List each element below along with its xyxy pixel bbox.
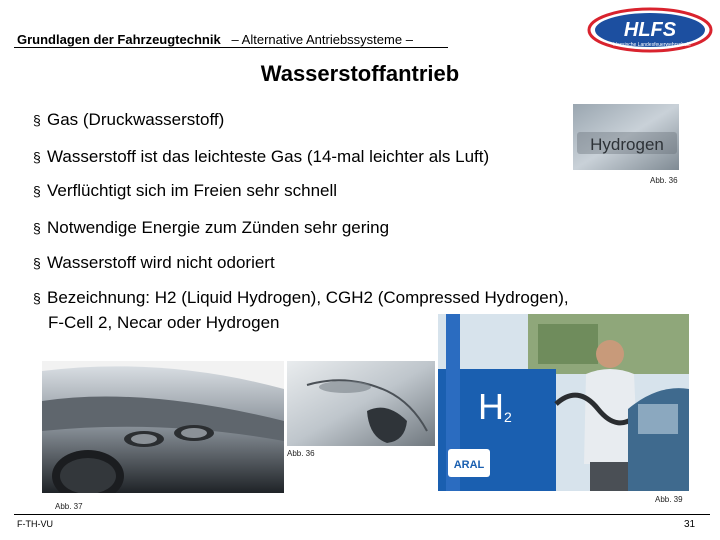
footer-label: F-TH-VU [17, 519, 53, 529]
car-exhaust-photo [42, 361, 284, 493]
bullet-text: Wasserstoff wird nicht odoriert [47, 253, 275, 272]
figure-caption: Abb. 36 [650, 176, 678, 185]
header-rule [14, 47, 448, 48]
bullet-mark: § [33, 112, 41, 128]
station-h-letter: H [478, 386, 504, 427]
badge-text: Hydrogen [590, 135, 664, 154]
bullet-item [33, 147, 489, 167]
figure-caption: Abb. 36 [287, 449, 315, 458]
station-h-subscript: 2 [504, 409, 512, 425]
station-brand: ARAL [453, 459, 485, 471]
figure-caption: Abb. 39 [655, 495, 683, 504]
bullet-text: Bezeichnung: H2 (Liquid Hydrogen), CGH2 (Compressed Hydrogen), [47, 288, 569, 307]
bullet-text: Gas (Druckwasserstoff) [47, 110, 225, 129]
bullet-item [33, 181, 337, 201]
bullet-mark: § [33, 149, 41, 165]
bullet-text: Notwendige Energie zum Zünden sehr gering [47, 218, 390, 237]
page-number: 31 [684, 519, 696, 530]
hlfs-logo [586, 6, 714, 54]
bullet-mark: § [33, 220, 41, 236]
bullet-mark: § [33, 183, 41, 199]
hydrogen-station-photo [438, 314, 689, 491]
bullet-continuation: F-Cell 2, Necar oder Hydrogen [48, 313, 280, 332]
bullet-text: Wasserstoff ist das leichteste Gas (14-mal leichter als Luft) [47, 147, 490, 166]
hydrogen-badge-photo [573, 104, 679, 170]
course-subtitle: – Alternative Antriebssysteme – [231, 32, 413, 47]
fuel-cap-photo [287, 361, 435, 446]
bullet-item [33, 110, 224, 130]
course-header [17, 32, 413, 47]
bullet-mark: § [33, 255, 41, 271]
figure-caption: Abb. 37 [55, 502, 83, 511]
bullet-mark: § [33, 290, 41, 306]
bullet-item [33, 218, 389, 238]
bullet-item [33, 288, 569, 308]
logo-subtext: Hessische Landesfeuerwehrschule [613, 42, 691, 48]
logo-text: HLFS [623, 19, 677, 41]
course-title: Grundlagen der Fahrzeugtechnik [17, 32, 221, 47]
slide-title: Wasserstoffantrieb [260, 61, 460, 86]
bullet-item [33, 253, 275, 273]
footer-rule [14, 514, 710, 515]
bullet-text: Verflüchtigt sich im Freien sehr schnell [47, 181, 338, 200]
